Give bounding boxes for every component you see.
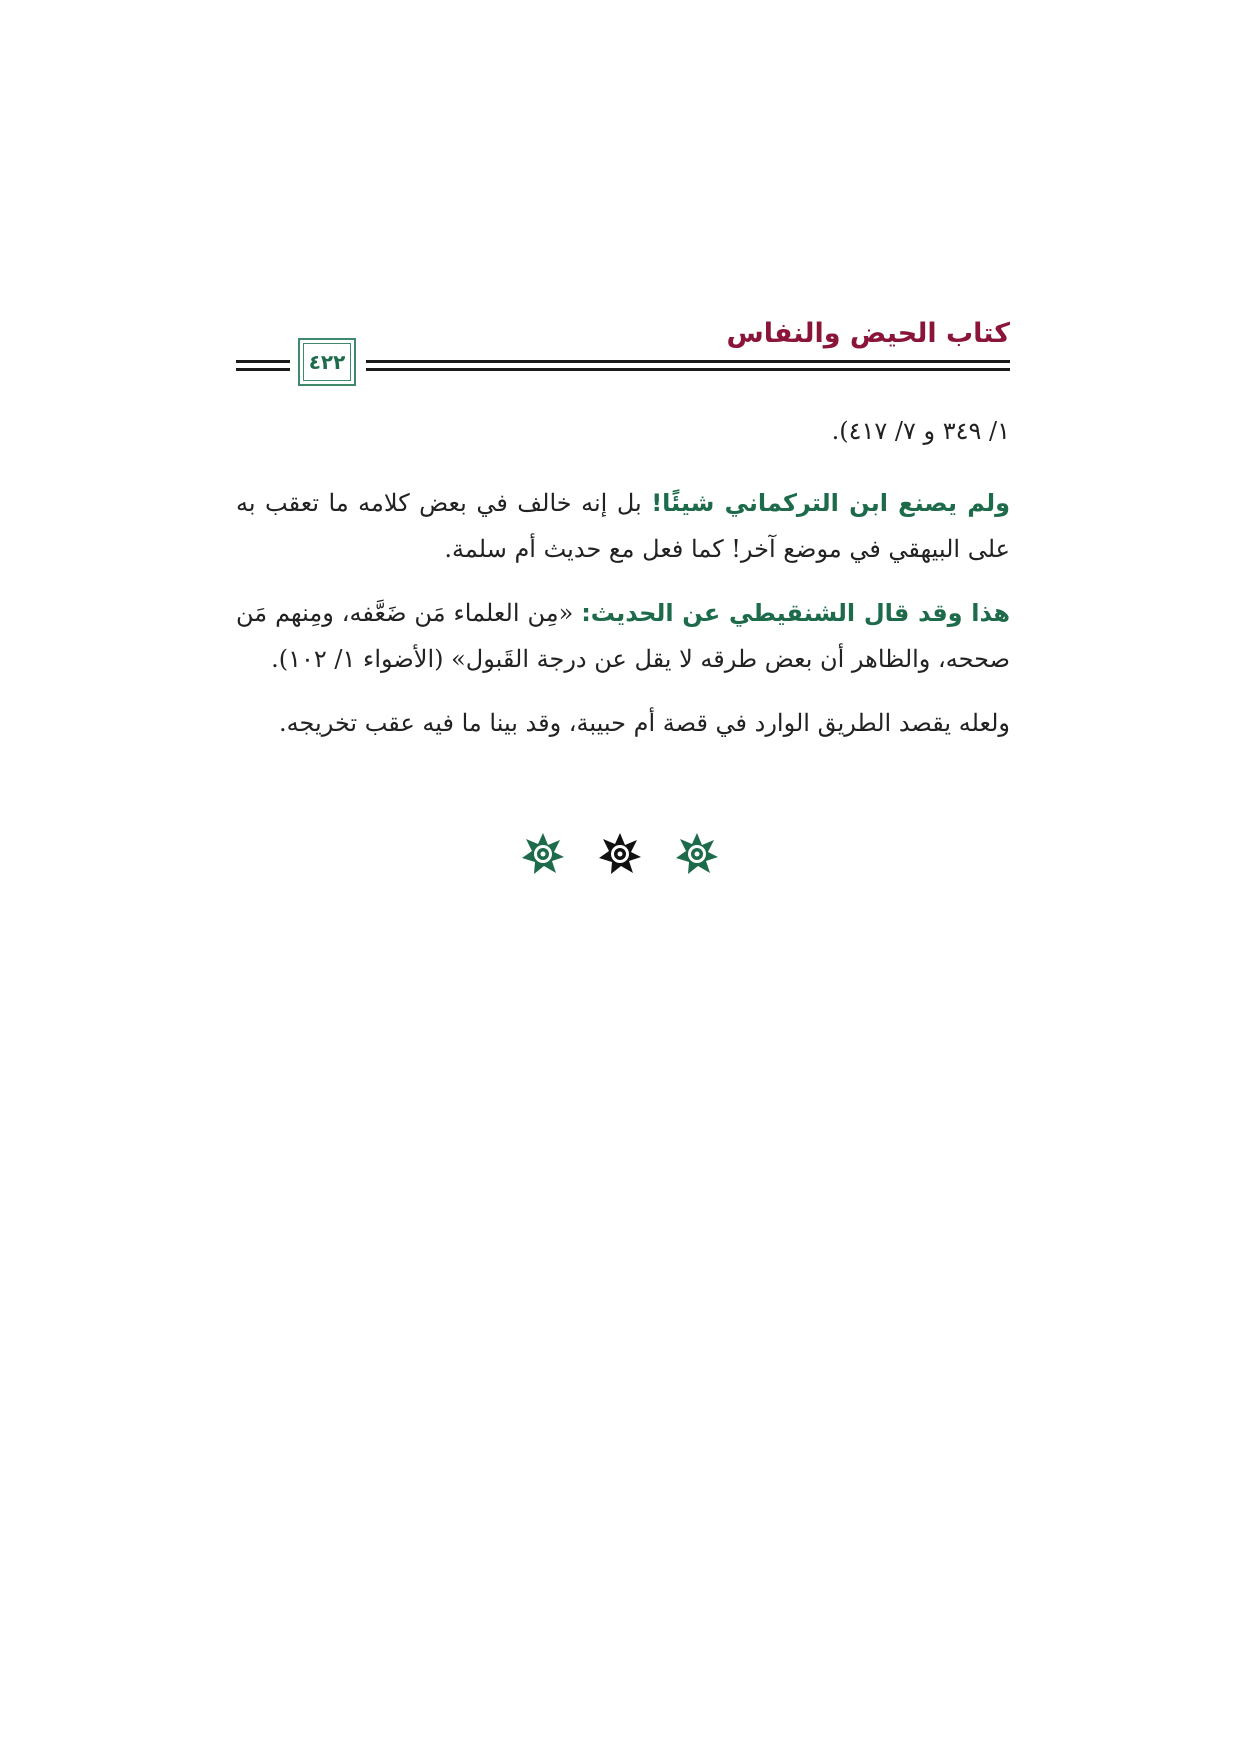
paragraph-1-text: بل إنه خالف في بعض كلامه ما تعقب به على البيهقي في موضع آخر! كما فعل مع حديث أم سلمة. bbox=[236, 489, 1010, 563]
page-number-badge bbox=[298, 338, 356, 386]
page-number: ٤٢٢ bbox=[308, 350, 346, 374]
paragraph-2 bbox=[236, 590, 1010, 682]
reference-text: ١/ ٣٤٩ و ٧/ ٤١٧). bbox=[831, 417, 1010, 445]
flower-ornament-icon bbox=[597, 831, 643, 877]
section-end-ornaments bbox=[520, 830, 720, 878]
flower-ornament-icon bbox=[674, 831, 720, 877]
paragraph-2-text: «مِن العلماء مَن ضَعَّفه، ومِنهم مَن صححه، والظاهر أن بعض طرقه لا يقل عن درجة القَبول» (الأضواء ١/ ١٠٢). bbox=[236, 599, 1010, 673]
page-header bbox=[236, 318, 1010, 388]
flower-ornament-icon bbox=[520, 831, 566, 877]
paragraph-2-highlight: هذا وقد قال الشنقيطي عن الحديث: bbox=[581, 599, 1010, 627]
paragraph-3 bbox=[236, 700, 1010, 746]
reference-line bbox=[236, 408, 1010, 454]
paragraph-1 bbox=[236, 480, 1010, 572]
book-title: كتاب الحيض والنفاس bbox=[726, 318, 1010, 349]
paragraph-1-highlight: ولم يصنع ابن التركماني شيئًا! bbox=[651, 489, 1011, 517]
paragraph-3-text: ولعله يقصد الطريق الوارد في قصة أم حبيبة، وقد بينا ما فيه عقب تخريجه. bbox=[279, 709, 1010, 737]
page-body bbox=[236, 408, 1010, 764]
